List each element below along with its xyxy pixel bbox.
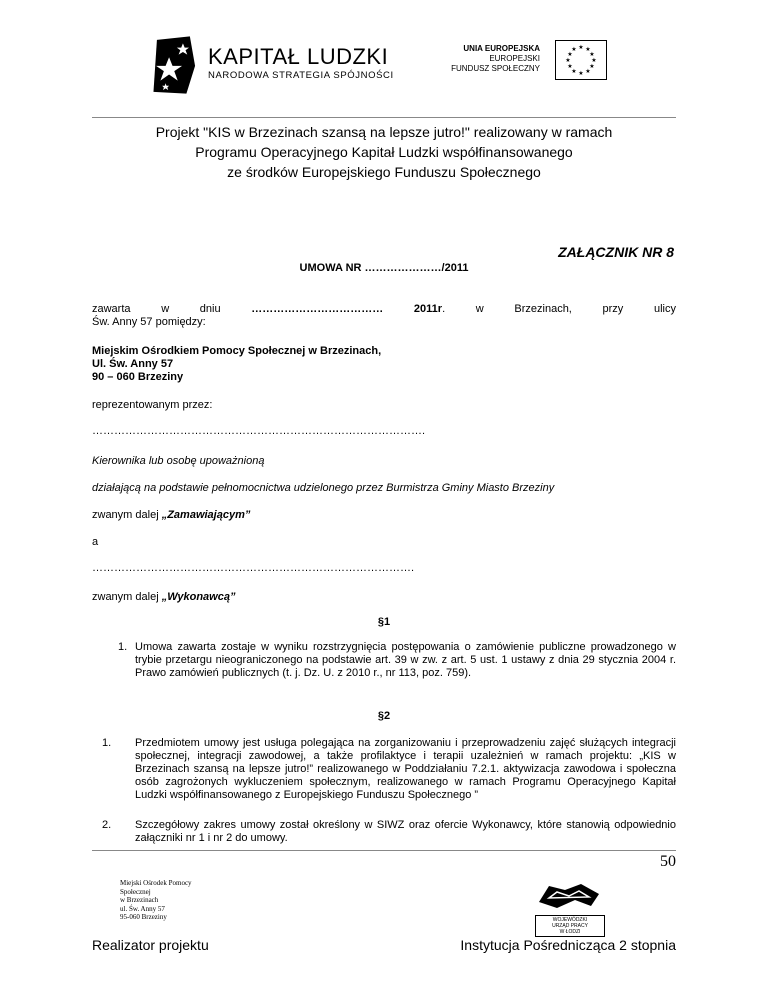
svg-text:★: ★ xyxy=(565,57,571,64)
eu-flag-icon xyxy=(555,40,607,80)
section-1-title: §1 xyxy=(377,616,391,628)
section-2-title: §2 xyxy=(377,710,391,722)
svg-text:★: ★ xyxy=(585,46,591,53)
svg-text:★: ★ xyxy=(571,46,577,53)
project-description: Projekt "KIS w Brzezinach szansą na lepsze jutro!" realizowany w ramach Programu Operacyjnego Kapitał Ludzki współfinansowanego ze środków Europejskiego Funduszu Społecznego xyxy=(155,124,613,180)
kierownik-text: Kierownika lub osobę upoważnioną xyxy=(92,455,265,467)
annex-title: ZAŁĄCZNIK NR 8 xyxy=(558,244,674,260)
kapital-ludzki-logo-icon xyxy=(150,30,202,100)
section-2-item-1-number: 1. xyxy=(102,737,112,749)
mops-stamp: Miejski Ośrodek Pomocy Społecznej w Brzezinach ul. Św. Anny 57 95-060 Brzeziny xyxy=(120,879,192,921)
section-2-item-2-text: Szczegółowy zakres umowy został określony w SIWZ oraz ofercie Wykonawcy, które stanowią odpowiednio załączniki nr 1 i nr 2 do umowy. xyxy=(135,819,676,844)
svg-text:★: ★ xyxy=(567,63,573,70)
section-2-item-1-text: Przedmiotem umowy jest usługa polegająca na zorganizowaniu i przeprowadzeniu zajęć służących integracji społecznej, integracji zawodowej, a także profilaktyce i terapii uzależnień w ramach projektu: „KIS w Brzezinach szansą na lepsze jutro!” realizowanego w Poddziałaniu 7.2.1. aktywizacja zawodowa i społeczna osób zagrożonych wykluczeniem społecznym, realizowanego w ramach Programu Operacyjnego Kapitał Ludzki współfinansowanego z Europejskiego Funduszu Społecznego ” xyxy=(135,737,676,801)
wup-logo xyxy=(535,880,605,935)
contractor-label: zwanym dalej „Wykonawcą” xyxy=(92,591,236,603)
eu-fund-label: UNIA EUROPEJSKA EUROPEJSKI FUNDUSZ SPOŁECZNY xyxy=(451,44,540,73)
footer-left-label: Realizator projektu xyxy=(92,937,209,953)
contractor-dots: ……………………………………………………………………………. xyxy=(92,562,415,574)
section-1-item-text: Umowa zawarta zostaje w wyniku rozstrzygnięcia postępowania o zamówienie publiczne prowadzonego w trybie przetargu nieograniczonego na podstawie art. 39 w zw. z art. 5 ust. 1 ustawy z dnia 29 stycznia 2004 r. Prawo zamówień publicznych (t. j. Dz. U. z 2010 r., nr 113, poz. 759). xyxy=(135,641,676,679)
kapital-ludzki-title: KAPITAŁ LUDZKI xyxy=(208,44,389,69)
svg-text:★: ★ xyxy=(589,51,595,58)
svg-text:★: ★ xyxy=(578,44,584,51)
and-text: a xyxy=(92,536,99,548)
wup-arrows-icon xyxy=(535,880,605,910)
wup-label: WOJEWÓDZKI URZĄD PRACY W ŁODZI xyxy=(535,915,605,937)
kapital-ludzki-subtitle: NARODOWA STRATEGIA SPÓJNOŚCI xyxy=(208,70,394,81)
ordering-party-label: zwanym dalej „Zamawiającym” xyxy=(92,509,251,521)
page-number: 50 xyxy=(660,853,676,870)
svg-text:★: ★ xyxy=(589,63,595,70)
section-1-item-number: 1. xyxy=(118,641,128,653)
party-one: Miejskim Ośrodkiem Pomocy Społecznej w Brzezinach, Ul. Św. Anny 57 90 – 060 Brzeziny xyxy=(92,345,382,383)
svg-text:★: ★ xyxy=(578,70,584,77)
authority-text: działającą na podstawie pełnomocnictwa udzielonego przez Burmistrza Gminy Miasto Brzeziny xyxy=(92,482,555,494)
section-2-item-2-number: 2. xyxy=(102,819,112,831)
svg-text:★: ★ xyxy=(567,51,573,58)
svg-text:★: ★ xyxy=(571,68,577,75)
svg-text:★: ★ xyxy=(591,57,597,64)
footer-right-label: Instytucja Pośrednicząca 2 stopnia xyxy=(460,937,676,953)
contract-title: UMOWA NR …………………/2011 xyxy=(299,262,469,274)
intro-paragraph: zawarta w dniu ……………………………… 2011r. w Brzezinach, przy ulicy Św. Anny 57 pomiędzy: xyxy=(92,303,676,328)
footer-divider xyxy=(92,850,676,851)
representative-dots: ………………………………………………………………………………. xyxy=(92,425,426,437)
header-divider xyxy=(92,117,676,118)
svg-text:★: ★ xyxy=(585,68,591,75)
represented-label: reprezentowanym przez: xyxy=(92,399,213,411)
